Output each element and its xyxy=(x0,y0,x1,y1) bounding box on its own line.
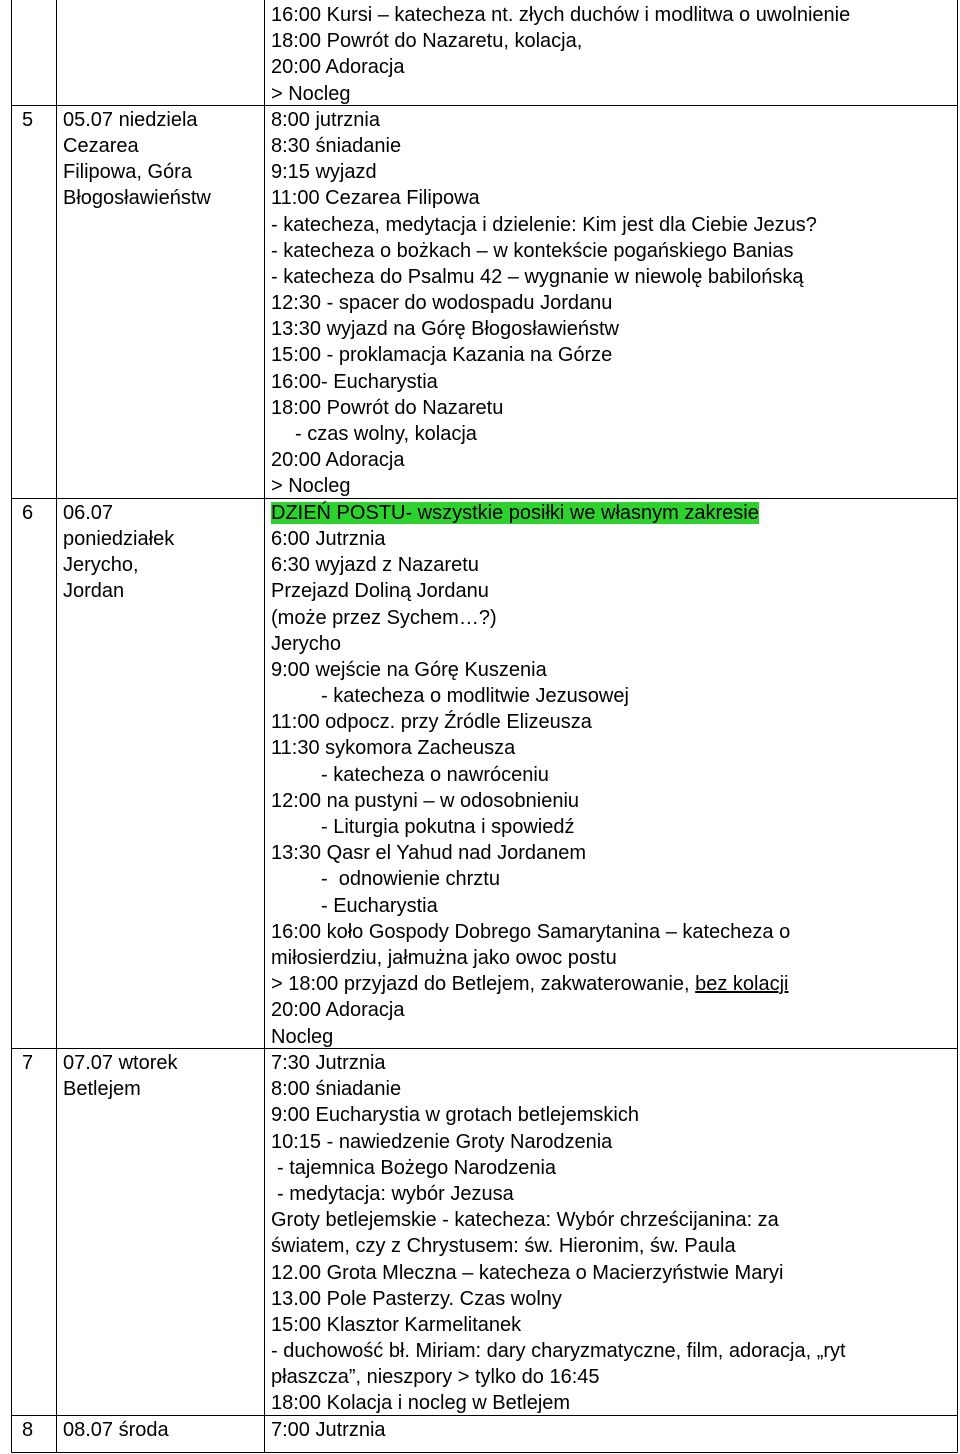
program-text: > Nocleg xyxy=(271,82,351,105)
program-line xyxy=(271,316,817,342)
day-label-line: Błogosławieństw xyxy=(63,187,211,210)
program-line xyxy=(271,631,790,657)
program-line xyxy=(271,788,790,814)
program-text: 15:00 Klasztor Karmelitanek xyxy=(271,1313,522,1336)
program-line xyxy=(271,893,790,919)
program-cell xyxy=(271,500,790,1050)
day-cell xyxy=(63,1417,169,1443)
day-number: 5 xyxy=(22,108,34,131)
program-line xyxy=(271,1155,846,1181)
program-text: 10:15 - nawiedzenie Groty Narodzenia xyxy=(271,1130,613,1153)
program-text: - katecheza o nawróceniu xyxy=(321,763,549,786)
program-text: - medytacja: wybór Jezusa xyxy=(277,1182,514,1205)
program-text: 8:30 śniadanie xyxy=(271,134,402,157)
program-text: światem, czy z Chrystusem: św. Hieronim, św. Paula xyxy=(271,1235,736,1258)
program-line xyxy=(271,552,790,578)
program-line xyxy=(271,395,817,421)
program-text: 18:00 Kolacja i nocleg w Betlejem xyxy=(271,1392,571,1415)
program-cell xyxy=(271,107,817,500)
program-line xyxy=(271,526,790,552)
program-line xyxy=(271,735,790,761)
program-line xyxy=(271,1286,846,1312)
day-label-line: Betlejem xyxy=(63,1078,141,1101)
day-number: 8 xyxy=(22,1418,34,1441)
day-label-line: Jerycho, xyxy=(63,554,139,577)
program-line xyxy=(271,421,817,447)
program-text: 16:00 Kursi – katecheza nt. złych duchów i modlitwa o uwolnienie xyxy=(271,4,851,26)
program-line xyxy=(271,28,850,54)
program-text: 13.00 Pole Pasterzy. Czas wolny xyxy=(271,1287,562,1310)
program-text: płaszcza”, nieszpory > tylko do 16:45 xyxy=(271,1366,600,1389)
program-text: 16:00- Eucharystia xyxy=(271,370,438,393)
program-text: 18:00 Powrót do Nazaretu xyxy=(271,396,504,419)
program-text: 6:30 wyjazd z Nazaretu xyxy=(271,554,479,577)
program-text: > Nocleg xyxy=(271,475,351,498)
program-text: 11:30 sykomora Zacheusza xyxy=(271,737,516,760)
program-text: - katecheza, medytacja i dzielenie: Kim jest dla Ciebie Jezus? xyxy=(271,213,817,236)
program-line xyxy=(271,683,790,709)
program-text: (może przez Sychem…?) xyxy=(271,606,497,629)
program-line xyxy=(271,290,817,316)
program-text: 20:00 Adoracja xyxy=(271,56,405,79)
program-line xyxy=(271,212,817,238)
program-line xyxy=(271,81,850,107)
program-text: 12:00 na pustyni – w odosobnieniu xyxy=(271,789,580,812)
program-text: - Eucharystia xyxy=(321,894,438,917)
program-line xyxy=(271,1260,846,1286)
program-line xyxy=(271,1364,846,1390)
program-line xyxy=(271,500,790,526)
program-text: 12:30 - spacer do wodospadu Jordanu xyxy=(271,292,613,315)
program-line xyxy=(271,919,790,945)
program-text: 6:00 Jutrznia xyxy=(271,527,386,550)
program-line xyxy=(271,2,850,28)
program-line xyxy=(271,762,790,788)
program-text: - katecheza o bożkach – w kontekście pogańskiego Banias xyxy=(271,239,794,262)
program-line xyxy=(271,238,817,264)
day-number: 7 xyxy=(22,1052,34,1074)
program-text: - katecheza o modlitwie Jezusowej xyxy=(321,685,629,708)
day-label-line: Filipowa, Góra xyxy=(63,161,192,184)
program-text: Groty betlejemskie - katecheza: Wybór chrześcijanina: za xyxy=(271,1209,779,1232)
program-text: 16:00 koło Gospody Dobrego Samarytanina – katecheza o xyxy=(271,920,791,943)
program-line xyxy=(271,1181,846,1207)
program-text: 7:00 Jutrznia xyxy=(271,1418,386,1441)
program-line xyxy=(271,1207,846,1233)
program-line xyxy=(271,1076,846,1102)
program-text: 11:00 odpocz. przy Źródle Elizeusza xyxy=(271,711,592,734)
program-line xyxy=(271,971,790,997)
day-label-line: 08.07 środa xyxy=(63,1418,169,1441)
program-line xyxy=(271,1102,846,1128)
program-text: 8:00 jutrznia xyxy=(271,108,380,131)
program-text: 9:15 wyjazd xyxy=(271,161,377,184)
program-line xyxy=(271,997,790,1023)
program-line xyxy=(271,605,790,631)
day-label-line: 05.07 niedziela xyxy=(63,108,198,131)
program-line xyxy=(271,107,817,133)
program-text: 9:00 Eucharystia w grotach betlejemskich xyxy=(271,1104,639,1127)
underlined-text: bez kolacji xyxy=(695,973,789,996)
program-line xyxy=(271,814,790,840)
program-line xyxy=(271,342,817,368)
program-line xyxy=(271,1024,790,1050)
day-label-line: Jordan xyxy=(63,580,125,603)
program-text: 9:00 wejście na Górę Kuszenia xyxy=(271,658,547,681)
program-line xyxy=(271,709,790,735)
program-text: > 18:00 przyjazd do Betlejem, zakwaterowanie, xyxy=(271,973,696,996)
program-line xyxy=(271,1338,846,1364)
program-line xyxy=(271,945,790,971)
program-text: 8:00 śniadanie xyxy=(271,1078,402,1101)
program-text: - tajemnica Bożego Narodzenia xyxy=(277,1156,557,1179)
program-text: Przejazd Doliną Jordanu xyxy=(271,580,489,603)
program-line xyxy=(271,840,790,866)
program-text: 12.00 Grota Mleczna – katecheza o Macierzyństwie Maryi xyxy=(271,1261,784,1284)
program-line xyxy=(271,54,850,80)
day-label-line: Cezarea xyxy=(63,134,139,157)
day-cell xyxy=(63,1050,178,1102)
program-text: 20:00 Adoracja xyxy=(271,999,405,1022)
day-label-line: poniedziałek xyxy=(63,527,175,550)
day-number: 6 xyxy=(22,501,34,524)
program-text: 13:30 wyjazd na Górę Błogosławieństw xyxy=(271,318,619,341)
program-text: 15:00 - proklamacja Kazania na Górze xyxy=(271,344,613,367)
program-cell xyxy=(271,1050,846,1417)
day-label-line: 06.07 xyxy=(63,501,114,524)
program-line xyxy=(271,1050,846,1076)
program-line xyxy=(271,1312,846,1338)
program-line xyxy=(271,1129,846,1155)
program-cell xyxy=(271,2,850,107)
fast-day-highlight: DZIEŃ POSTU- wszystkie posiłki we własnym zakresie xyxy=(271,501,759,524)
program-text: - czas wolny, kolacja xyxy=(295,423,477,446)
program-text: Jerycho xyxy=(271,632,342,655)
day-cell xyxy=(63,107,211,212)
program-line xyxy=(271,1390,846,1416)
program-line xyxy=(271,578,790,604)
program-line xyxy=(271,185,817,211)
program-line xyxy=(271,369,817,395)
program-line xyxy=(271,159,817,185)
program-text: miłosierdziu, jałmużna jako owoc postu xyxy=(271,946,617,969)
program-line xyxy=(271,133,817,159)
program-text: 20:00 Adoracja xyxy=(271,449,405,472)
program-text: - Liturgia pokutna i spowiedź xyxy=(321,816,575,839)
program-text: 7:30 Jutrznia xyxy=(271,1052,386,1074)
program-line xyxy=(271,264,817,290)
program-line xyxy=(271,1233,846,1259)
program-text: 13:30 Qasr el Yahud nad Jordanem xyxy=(271,842,587,865)
program-line xyxy=(271,866,790,892)
program-line xyxy=(271,473,817,499)
program-text: - katecheza do Psalmu 42 – wygnanie w niewolę babilońską xyxy=(271,265,804,288)
day-cell xyxy=(63,500,174,605)
day-label-line: 07.07 wtorek xyxy=(63,1052,178,1074)
program-text: 18:00 Powrót do Nazaretu, kolacja, xyxy=(271,30,583,53)
program-line xyxy=(271,447,817,473)
program-line xyxy=(271,657,790,683)
program-text: 11:00 Cezarea Filipowa xyxy=(271,187,480,210)
program-text: - duchowość bł. Miriam: dary charyzmatyczne, film, adoracja, „ryt xyxy=(271,1340,846,1363)
program-text: Nocleg xyxy=(271,1025,334,1048)
program-cell xyxy=(271,1417,386,1443)
program-line xyxy=(271,1417,386,1443)
program-text: - odnowienie chrztu xyxy=(321,868,500,891)
